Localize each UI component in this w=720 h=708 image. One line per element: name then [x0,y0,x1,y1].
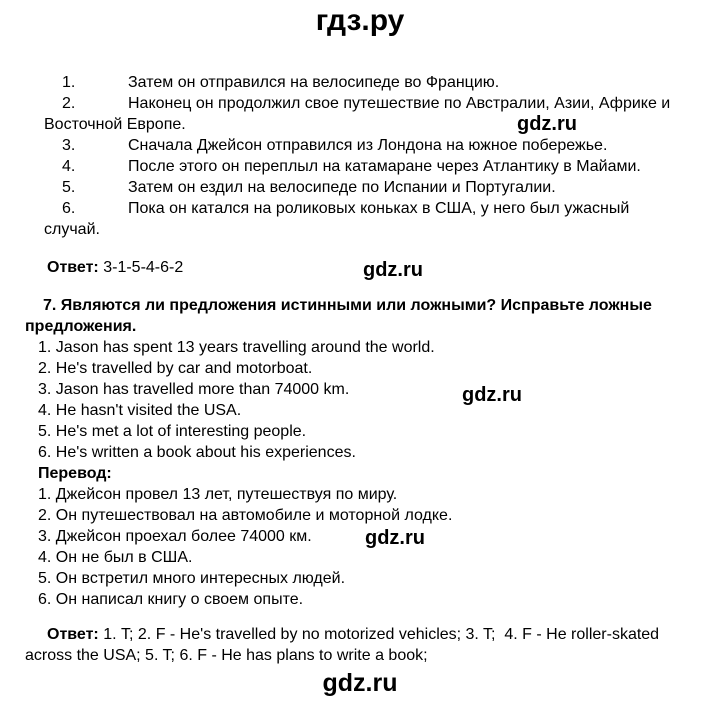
task-heading-line1: 7. Являются ли предложения истинными или ложными? Исправьте ложные [43,297,652,314]
translation-label: Перевод: [38,465,112,482]
item-text-continuation: случай. [44,221,100,238]
item-number: 3. [38,381,52,398]
item-number: 2. [38,507,52,524]
item-text: Jason has travelled more than 74000 km. [55,381,350,398]
watermark-logo: gdz.ru [462,384,522,406]
item-text: He's travelled by car and motorboat. [55,360,313,377]
item-text: Затем он отправился на велосипеде во Францию. [128,74,500,91]
item-text: После этого он переплыл на катамаране через Атлантику в Майами. [128,158,641,175]
item-number: 6. [38,591,52,608]
watermark-logo: gdz.ru [365,527,425,549]
list-item [44,93,720,135]
task-heading [25,295,720,337]
statement-item [38,337,720,358]
item-number: 6. [38,444,52,461]
item-text: Сначала Джейсон отправился из Лондона на южное побережье. [128,137,608,154]
list-item [44,177,720,198]
statement-item [38,358,720,379]
sequence-list [0,72,720,240]
translation-item [38,484,720,505]
statement-item [38,379,720,400]
item-number: 5. [38,423,52,440]
item-text: Он написал книгу о своем опыте. [55,591,304,608]
list-item [44,198,720,240]
final-answer [25,624,690,666]
answer-label: Ответ: [47,259,99,276]
item-number: 4. [38,402,52,419]
item-number: 3. [38,528,52,545]
task-heading-line2: предложения. [25,318,137,335]
watermark-logo: gdz.ru [363,259,423,281]
statement-item [38,400,720,421]
list-item [44,135,720,156]
item-text: He's met a lot of interesting people. [55,423,307,440]
footer-logo: gdz.ru [322,669,398,697]
item-number: 5. [38,570,52,587]
item-text: Он путешествовал на автомобиле и моторной лодке. [55,507,453,524]
translation-item [38,589,720,610]
item-text: He hasn't visited the USA. [55,402,242,419]
item-text: Затем он ездил на велосипеде по Испании и Португалии. [128,179,556,196]
item-text: Он не был в США. [55,549,193,566]
list-item [44,72,720,93]
item-number: 6. [62,200,76,217]
item-text: Джейсон проехал более 74000 км. [55,528,312,545]
translation-item [38,568,720,589]
item-text-continuation: Восточной Европе. [44,116,186,133]
item-number: 1. [62,74,76,91]
translation-item [38,547,720,568]
item-number: 4. [62,158,76,175]
statement-item [38,442,720,463]
list-item [44,156,720,177]
item-text: Jason has spent 13 years travelling around the world. [55,339,435,356]
final-answer-line2: across the USA; 5. T; 6. F - He has plans to write a book; [25,647,428,664]
item-number: 2. [62,95,76,112]
translations-list [0,484,720,610]
item-text: He's written a book about his experiences. [55,444,356,461]
answer-label: Ответ: [47,626,99,643]
item-number: 4. [38,549,52,566]
answer-value: 3-1-5-4-6-2 [103,259,184,276]
item-text: Джейсон провел 13 лет, путешествуя по миру. [55,486,398,503]
item-text: Он встретил много интересных людей. [55,570,346,587]
item-number: 3. [62,137,76,154]
item-number: 1. [38,339,52,356]
item-number: 5. [62,179,76,196]
item-text: Пока он катался на роликовых коньках в США, у него был ужасный [128,200,630,217]
item-text: Наконец он продолжил свое путешествие по Австралии, Азии, Африке и [128,95,671,112]
item-number: 2. [38,360,52,377]
statements-list [0,337,720,463]
final-answer-line1: 1. T; 2. F - He's travelled by no motorized vehicles; 3. T; 4. F - He roller-skated [103,626,660,643]
translation-item [38,505,720,526]
item-number: 1. [38,486,52,503]
statement-item [38,421,720,442]
watermark-logo: gdz.ru [517,113,577,135]
site-title: гдз.ру [315,4,405,37]
